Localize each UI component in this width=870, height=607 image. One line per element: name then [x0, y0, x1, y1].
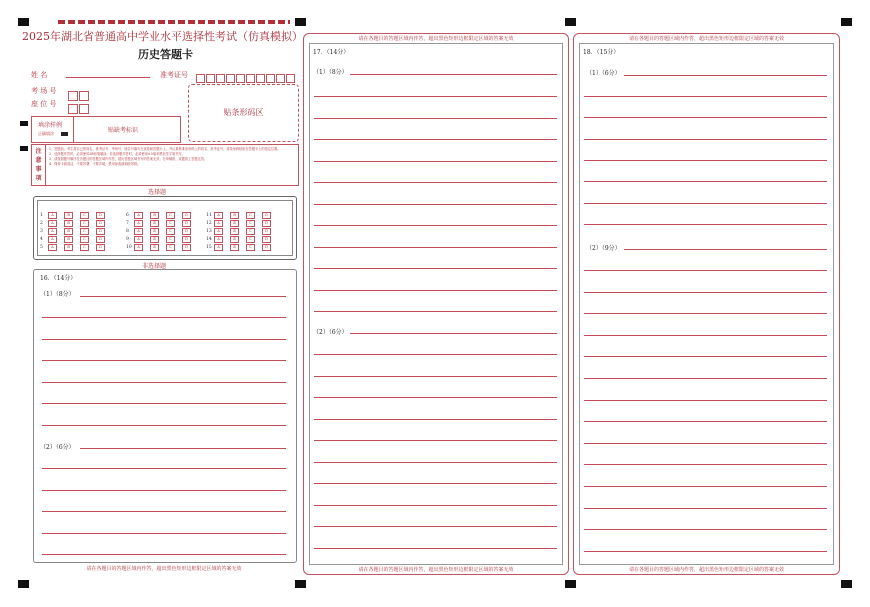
question-number: 13	[206, 229, 212, 234]
choice-question-row	[126, 215, 198, 226]
choice-question-row	[40, 239, 112, 250]
question-number: 9	[126, 237, 129, 242]
option-bubble[interactable]: D	[182, 236, 191, 243]
answer-line[interactable]	[584, 292, 827, 293]
registration-mark	[295, 18, 306, 26]
option-bubble[interactable]: A	[134, 228, 143, 235]
answer-line[interactable]	[584, 335, 827, 336]
q17-header-note: 请在各题目的答题区域内作答，超出黑色矩形边框限定区域的答案无效	[358, 36, 514, 42]
seat-boxes[interactable]	[68, 98, 90, 117]
answer-line[interactable]	[314, 311, 557, 312]
option-bubble[interactable]: B	[150, 212, 159, 219]
option-bubble[interactable]: B	[150, 220, 159, 227]
option-bubble[interactable]: A	[48, 228, 57, 235]
option-bubble[interactable]: B	[150, 236, 159, 243]
choice-section-title: 选择题	[148, 189, 167, 196]
question-number: 3	[40, 229, 43, 234]
registration-mark	[20, 121, 28, 126]
answer-line[interactable]	[314, 247, 557, 248]
answer-line[interactable]	[314, 397, 557, 398]
answer-line[interactable]	[314, 204, 557, 205]
option-bubble[interactable]: A	[134, 244, 143, 251]
q16-part2-first-line[interactable]	[80, 448, 286, 449]
option-bubble[interactable]: D	[96, 228, 105, 235]
q18-title: 18．（15分）	[583, 49, 620, 56]
option-bubble[interactable]: C	[166, 244, 175, 251]
answer-line[interactable]	[314, 376, 557, 377]
answer-line[interactable]	[42, 317, 286, 318]
q17-title: 17．（14分）	[313, 49, 350, 56]
answer-line[interactable]	[584, 464, 827, 465]
choice-box	[33, 196, 297, 260]
answer-line[interactable]	[42, 490, 286, 491]
option-bubble[interactable]: A	[48, 220, 57, 227]
option-bubble[interactable]: A	[48, 212, 57, 219]
option-bubble[interactable]: B	[64, 244, 73, 251]
name-label: 姓 名	[31, 71, 48, 79]
answer-line[interactable]	[42, 382, 286, 383]
option-bubble[interactable]: B	[150, 244, 159, 251]
answer-line[interactable]	[314, 139, 557, 140]
answer-line[interactable]	[584, 551, 827, 552]
option-bubble[interactable]: A	[134, 212, 143, 219]
option-bubble[interactable]: B	[64, 236, 73, 243]
notes-title-char: 事	[35, 166, 42, 173]
option-bubble[interactable]: D	[182, 212, 191, 219]
question-number: 6	[126, 213, 129, 218]
choice-question-row	[40, 223, 112, 234]
choice-question-row	[206, 223, 278, 234]
answer-line[interactable]	[314, 268, 557, 269]
option-bubble[interactable]: D	[262, 244, 271, 251]
q17-inner-frame	[309, 43, 563, 565]
answer-line[interactable]	[584, 400, 827, 401]
q18-panel	[573, 33, 840, 575]
filled-sample-mark	[61, 132, 68, 136]
answer-line[interactable]	[42, 554, 286, 555]
registration-mark	[295, 580, 306, 588]
choice-question-row	[206, 239, 278, 250]
answer-line[interactable]	[314, 96, 557, 97]
note-item: 4．保持卡面清洁，不要折叠、不要弄破，禁用涂改液和胶带纸。	[49, 162, 141, 166]
answer-line[interactable]	[42, 339, 286, 340]
choice-question-row	[126, 231, 198, 242]
option-bubble[interactable]: D	[262, 220, 271, 227]
registration-mark	[841, 580, 852, 588]
notes-list	[49, 147, 295, 167]
option-bubble[interactable]: C	[246, 220, 255, 227]
choice-question-row	[40, 207, 112, 218]
question-number: 10	[126, 245, 132, 250]
note-item: 3．请按照题号顺序在各题目的答题区域内作答，超出答题区域书写的答案无效；在草稿纸、试题卷上答题无效。	[49, 157, 208, 161]
q18-part1-first-line[interactable]	[624, 75, 827, 76]
answer-line[interactable]	[584, 529, 827, 530]
option-bubble[interactable]: C	[246, 228, 255, 235]
choice-question-row	[40, 215, 112, 226]
seat-label: 座 位 号	[31, 100, 57, 108]
notes-title-char: 项	[35, 175, 42, 182]
footer-note-col1: 请在各题目的答题区域内作答，超出黑色矩形边框限定区域的答案无效	[86, 566, 242, 572]
q16-title: 16．（14分）	[40, 275, 77, 282]
answer-line[interactable]	[314, 505, 557, 506]
option-bubble[interactable]: C	[246, 244, 255, 251]
question-number: 4	[40, 237, 43, 242]
answer-line[interactable]	[584, 224, 827, 225]
answer-line[interactable]	[584, 270, 827, 271]
choice-question-row	[126, 207, 198, 218]
question-number: 8	[126, 229, 129, 234]
answer-line[interactable]	[584, 96, 827, 97]
answer-line[interactable]	[314, 161, 557, 162]
room-label: 考 场 号	[31, 87, 57, 95]
answer-line[interactable]	[584, 117, 827, 118]
answer-line[interactable]	[314, 225, 557, 226]
option-bubble[interactable]: D	[262, 228, 271, 235]
exam-id-label: 准考证号	[160, 71, 188, 79]
option-bubble[interactable]: A	[134, 236, 143, 243]
question-number: 11	[206, 213, 212, 218]
registration-mark	[20, 146, 28, 151]
card-title: 历史答题卡	[138, 48, 193, 61]
registration-mark	[18, 580, 29, 588]
answer-line[interactable]	[42, 403, 286, 404]
option-bubble[interactable]: B	[230, 212, 239, 219]
note-item: 1．答题前，考生将自己的姓名、准考证号、考场号、座位号填写在试卷和答题卡上，并认真核准条形码上的姓名、准考证号，将条形码粘贴在答题卡上的指定位置。	[49, 147, 281, 151]
q17-panel	[303, 33, 569, 575]
option-bubble[interactable]: B	[64, 220, 73, 227]
answer-line[interactable]	[314, 462, 557, 463]
fill-example-cell	[32, 117, 74, 142]
answer-line[interactable]	[314, 548, 557, 549]
choice-question-row	[206, 207, 278, 218]
question-number: 14	[206, 237, 212, 242]
answer-line[interactable]	[314, 483, 557, 484]
option-bubble[interactable]: B	[150, 228, 159, 235]
question-number: 2	[40, 221, 43, 226]
q16-panel	[33, 269, 297, 563]
option-bubble[interactable]: B	[64, 228, 73, 235]
q17-part1-first-line[interactable]	[350, 74, 557, 75]
choice-question-row	[126, 239, 198, 250]
q16-part1-label: （1）（8分）	[40, 291, 75, 298]
notes-title-char: 意	[35, 157, 42, 164]
option-bubble[interactable]: B	[230, 228, 239, 235]
answer-line[interactable]	[584, 139, 827, 140]
option-bubble[interactable]: D	[182, 220, 191, 227]
option-bubble[interactable]: D	[182, 228, 191, 235]
option-bubble[interactable]: C	[166, 236, 175, 243]
header-dash-bar	[58, 20, 290, 24]
option-bubble[interactable]: A	[214, 228, 223, 235]
q17-footer-note: 请在各题目的答题区域内作答，超出黑色矩形边框限定区域的答案无效	[358, 567, 514, 573]
answer-line[interactable]	[584, 486, 827, 487]
option-bubble[interactable]: C	[246, 212, 255, 219]
q16-part1-first-line[interactable]	[80, 296, 286, 297]
correct-fill-label: 正确填涂	[38, 131, 54, 136]
answer-line[interactable]	[42, 511, 286, 512]
question-number: 5	[40, 245, 43, 250]
option-bubble[interactable]: D	[96, 212, 105, 219]
answer-line[interactable]	[42, 360, 286, 361]
answer-line[interactable]	[584, 421, 827, 422]
answer-line[interactable]	[584, 313, 827, 314]
question-number: 1	[40, 213, 43, 218]
note-item: 2．选择题作答时，必须使用2B铅笔填涂；非选择题作答时，必须使用0.5毫米黑色签字笔书写。	[49, 152, 185, 156]
q17-part2-label: （2）（6分）	[313, 329, 348, 336]
option-bubble[interactable]: A	[214, 212, 223, 219]
option-bubble[interactable]: D	[96, 236, 105, 243]
option-bubble[interactable]: C	[166, 228, 175, 235]
option-bubble[interactable]: A	[214, 244, 223, 251]
option-bubble[interactable]: C	[80, 244, 89, 251]
answer-line[interactable]	[314, 290, 557, 291]
barcode-area	[188, 84, 299, 142]
registration-mark	[18, 18, 29, 26]
option-bubble[interactable]: A	[48, 244, 57, 251]
answer-line[interactable]	[42, 533, 286, 534]
option-bubble[interactable]: C	[80, 228, 89, 235]
answer-line[interactable]	[314, 419, 557, 420]
question-number: 15	[206, 245, 212, 250]
q18-footer-note: 请在各题目的答题区域内作答，超出黑色矩形边框限定区域的答案无效	[628, 567, 784, 573]
answer-line[interactable]	[584, 508, 827, 509]
option-bubble[interactable]: B	[64, 212, 73, 219]
q18-part2-first-line[interactable]	[624, 249, 827, 250]
option-bubble[interactable]: D	[262, 212, 271, 219]
option-bubble[interactable]: B	[230, 236, 239, 243]
option-bubble[interactable]: C	[166, 212, 175, 219]
fill-example-box	[31, 116, 181, 143]
answer-line[interactable]	[42, 468, 286, 469]
option-bubble[interactable]: C	[80, 212, 89, 219]
answer-line[interactable]	[584, 160, 827, 161]
option-bubble[interactable]: B	[230, 244, 239, 251]
q18-part2-label: （2）（9分）	[586, 245, 621, 252]
answer-line[interactable]	[584, 378, 827, 379]
exam-title: 2025年湖北省普通高中学业水平选择性考试（仿真模拟）	[22, 30, 303, 43]
notes-title-char: 注	[35, 148, 42, 155]
question-number: 7	[126, 221, 129, 226]
option-bubble[interactable]: D	[96, 244, 105, 251]
answer-line[interactable]	[314, 118, 557, 119]
answer-line[interactable]	[314, 526, 557, 527]
choice-question-row	[40, 231, 112, 242]
q18-header-note: 请在各题目的答题区域内作答，超出黑色矩形边框限定区域的答案无效	[628, 36, 784, 42]
answer-line[interactable]	[42, 425, 286, 426]
option-bubble[interactable]: D	[262, 236, 271, 243]
nonchoice-section-title: 非选择题	[142, 263, 167, 270]
registration-mark	[565, 18, 576, 26]
answer-line[interactable]	[314, 182, 557, 183]
answer-line[interactable]	[584, 356, 827, 357]
option-bubble[interactable]: C	[80, 220, 89, 227]
option-bubble[interactable]: C	[80, 236, 89, 243]
option-bubble[interactable]: C	[166, 220, 175, 227]
option-bubble[interactable]: D	[182, 244, 191, 251]
q16-part2-label: （2）（6分）	[40, 444, 75, 451]
option-bubble[interactable]: C	[246, 236, 255, 243]
q17-part1-label: （1）（8分）	[313, 69, 348, 76]
choice-question-row	[126, 223, 198, 234]
notes-box	[31, 144, 299, 186]
option-bubble[interactable]: A	[214, 236, 223, 243]
answer-line[interactable]	[314, 354, 557, 355]
notes-title	[32, 145, 46, 185]
answer-line[interactable]	[584, 181, 827, 182]
q17-part2-first-line[interactable]	[350, 333, 557, 334]
answer-line[interactable]	[584, 443, 827, 444]
option-bubble[interactable]: B	[230, 220, 239, 227]
barcode-area-label: 贴条形码区	[223, 108, 264, 117]
answer-line[interactable]	[584, 203, 827, 204]
fill-example-label: 填涂样例	[38, 122, 63, 129]
option-bubble[interactable]: A	[134, 220, 143, 227]
choice-question-row	[206, 215, 278, 226]
absence-stamp-label: 贴缺考标识	[108, 127, 139, 134]
q18-part1-label: （1）（6分）	[586, 70, 621, 77]
option-bubble[interactable]: A	[214, 220, 223, 227]
answer-line[interactable]	[314, 440, 557, 441]
registration-mark	[841, 18, 852, 26]
choice-question-row	[206, 231, 278, 242]
registration-mark	[565, 580, 576, 588]
option-bubble[interactable]: D	[96, 220, 105, 227]
option-bubble[interactable]: A	[48, 236, 57, 243]
question-number: 12	[206, 221, 212, 226]
name-field[interactable]	[66, 77, 150, 78]
